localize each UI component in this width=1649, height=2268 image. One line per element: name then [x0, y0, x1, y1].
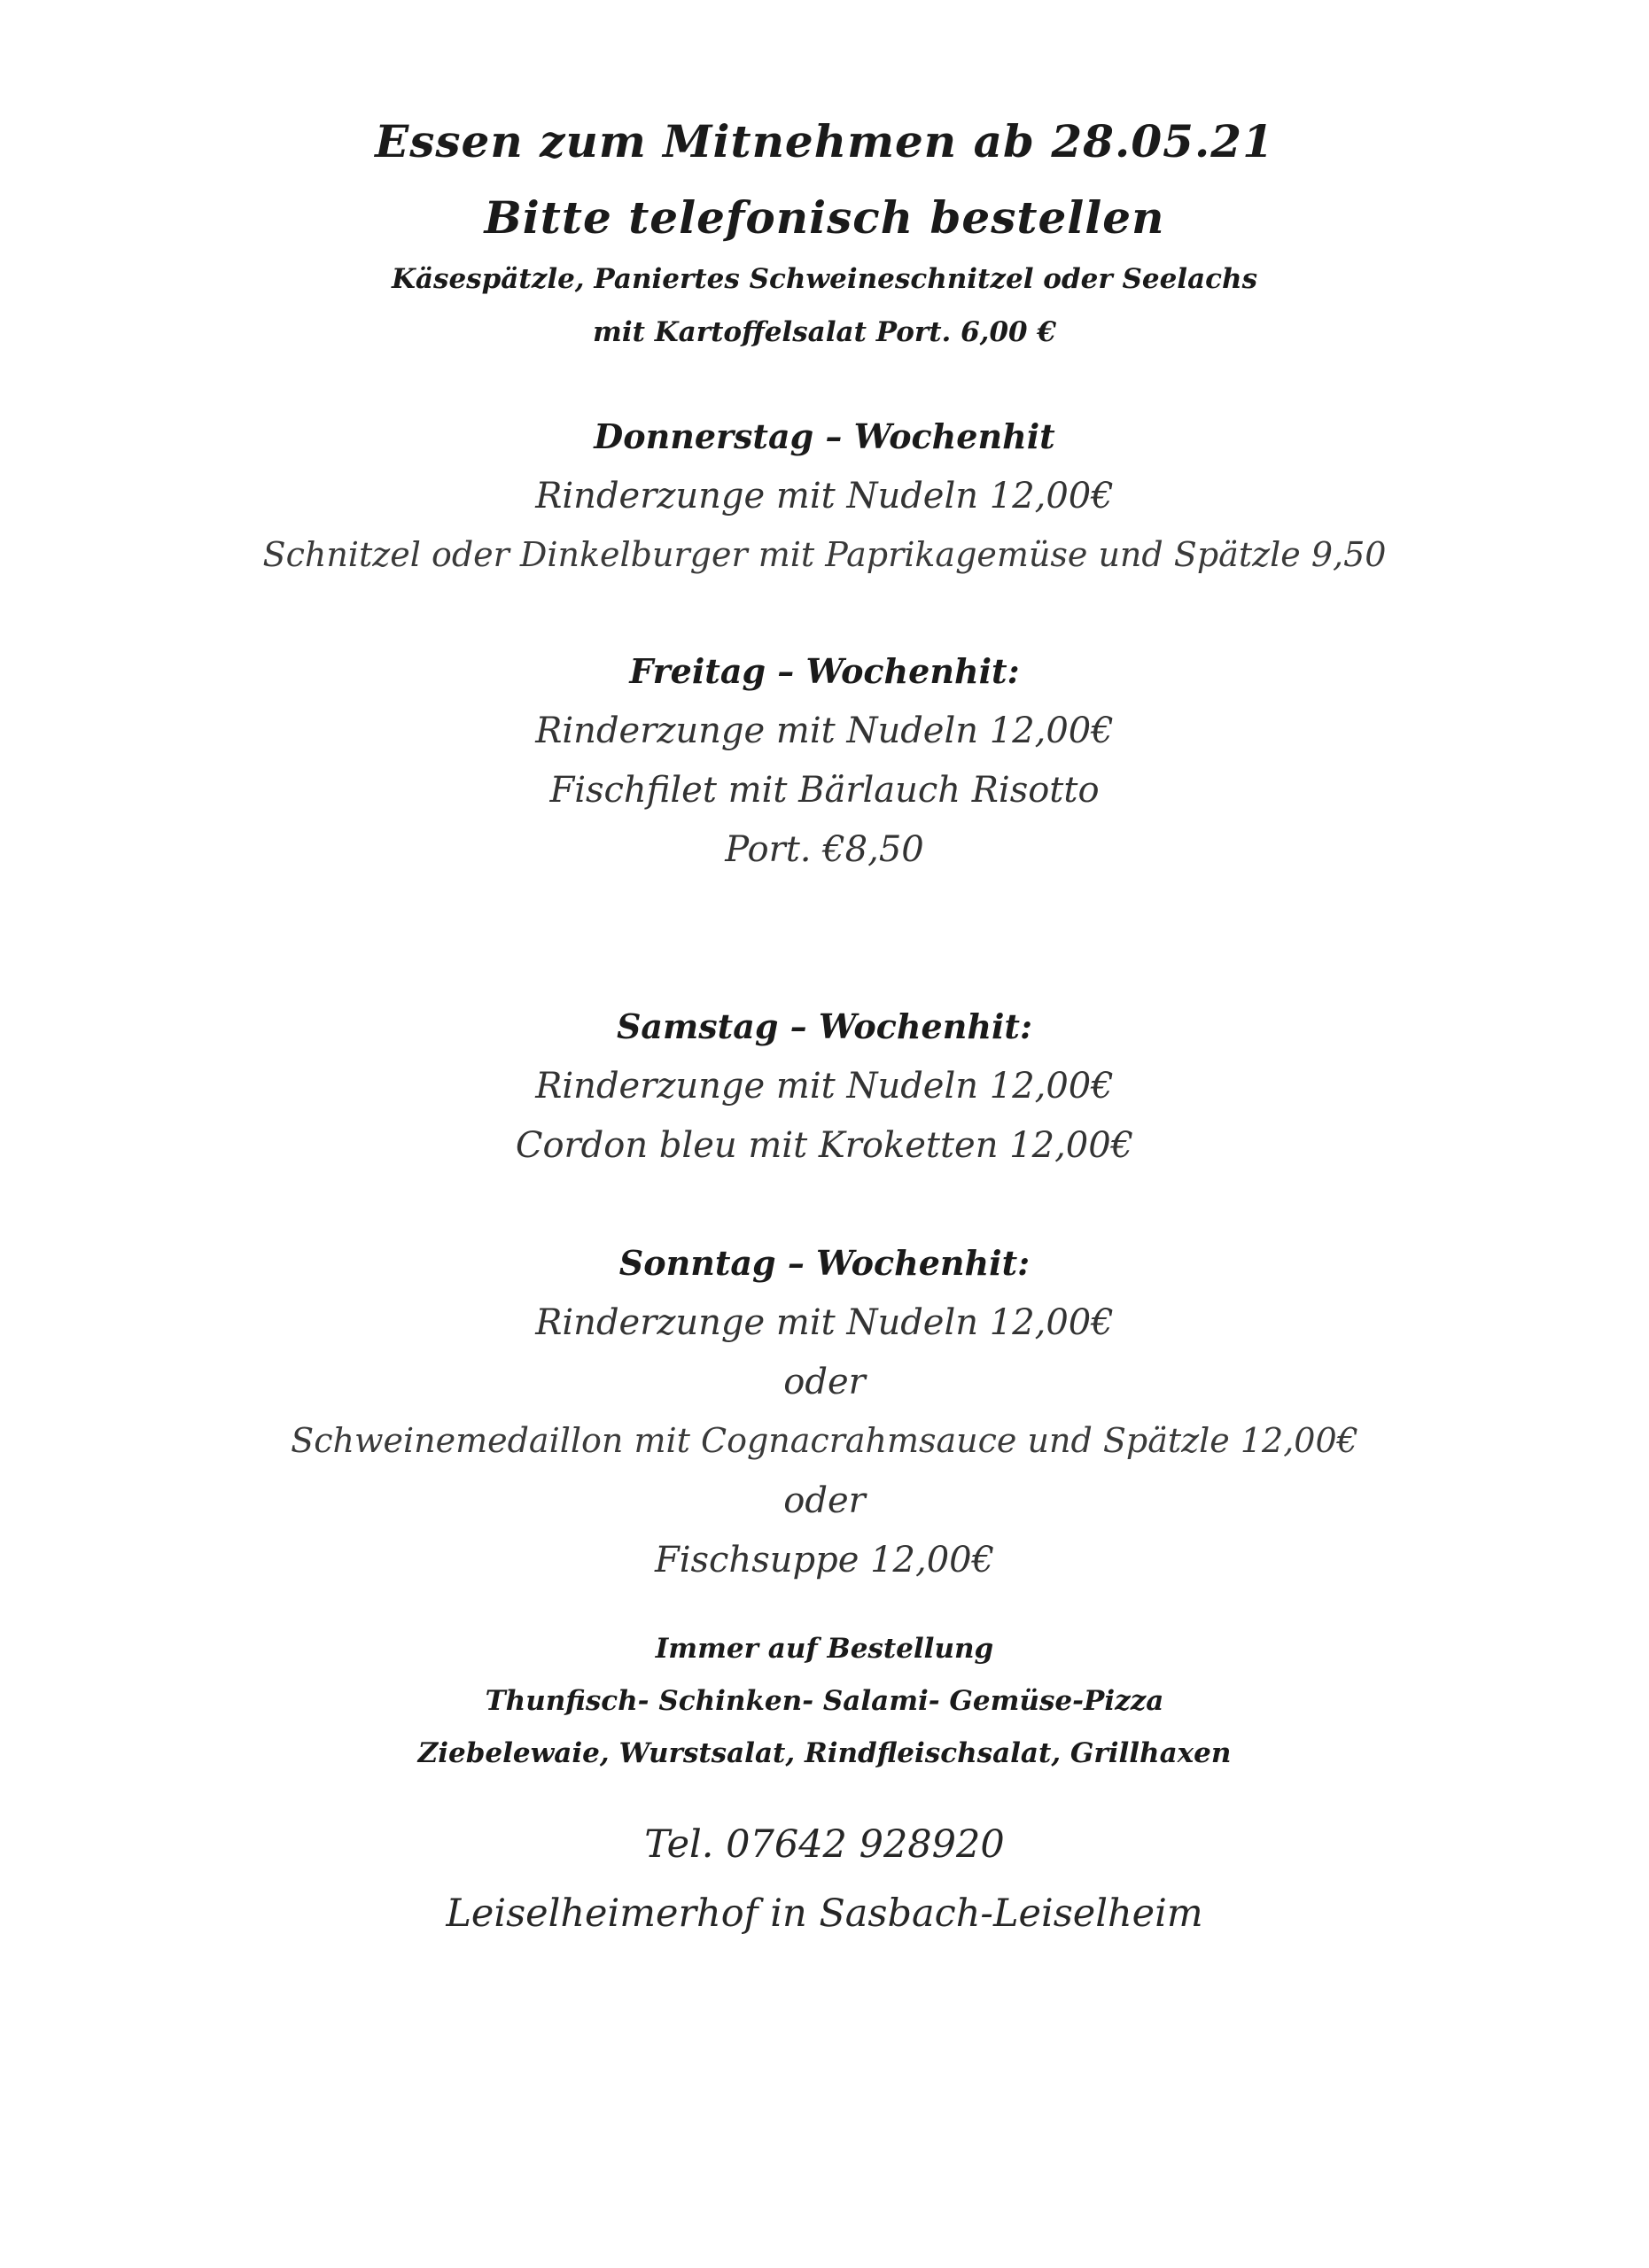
standard-dishes-line: Käsespätzle, Paniertes Schweineschnitzel oder Seelachs [391, 263, 1258, 295]
thursday-heading: Donnerstag – Wochenhit [594, 416, 1055, 456]
phone-number: Tel. 07642 928920 [644, 1822, 1005, 1867]
order-by-phone-subtitle: Bitte telefonisch bestellen [484, 191, 1165, 244]
saturday-item-1: Rinderzunge mit Nudeln 12,00€ [535, 1066, 1114, 1107]
sunday-item-3: Fischsuppe 12,00€ [654, 1540, 995, 1581]
friday-item-1: Rinderzunge mit Nudeln 12,00€ [535, 711, 1114, 751]
thursday-item-2: Schnitzel oder Dinkelburger mit Paprikagemüse und Spätzle 9,50 [262, 535, 1387, 574]
always-on-order-line-2: Ziebelewaie, Wurstsalat, Rindfleischsalat, Grillhaxen [417, 1737, 1232, 1769]
page-title: Essen zum Mitnehmen ab 28.05.21 [375, 115, 1274, 167]
friday-item-2: Fischfilet mit Bärlauch Risotto [549, 770, 1100, 811]
sunday-or-2: oder [783, 1480, 866, 1521]
sunday-item-1: Rinderzunge mit Nudeln 12,00€ [535, 1302, 1114, 1343]
always-on-order-line-1: Thunfisch- Schinken- Salami- Gemüse-Pizza [485, 1685, 1164, 1717]
sunday-heading: Sonntag – Wochenhit: [618, 1243, 1031, 1283]
sunday-or-1: oder [783, 1362, 866, 1402]
friday-heading: Freitag – Wochenhit: [629, 651, 1020, 691]
thursday-item-1: Rinderzunge mit Nudeln 12,00€ [535, 476, 1114, 517]
saturday-item-2: Cordon bleu mit Kroketten 12,00€ [515, 1125, 1134, 1166]
saturday-heading: Samstag – Wochenhit: [616, 1006, 1032, 1046]
restaurant-location: Leiselheimerhof in Sasbach-Leiselheim [446, 1891, 1203, 1936]
standard-dishes-price: mit Kartoffelsalat Port. 6,00 € [593, 316, 1056, 348]
friday-price: Port. €8,50 [725, 829, 924, 870]
always-on-order-heading: Immer auf Bestellung [655, 1633, 994, 1665]
sunday-item-2: Schweinemedaillon mit Cognacrahmsauce und Spätzle 12,00€ [291, 1421, 1358, 1460]
